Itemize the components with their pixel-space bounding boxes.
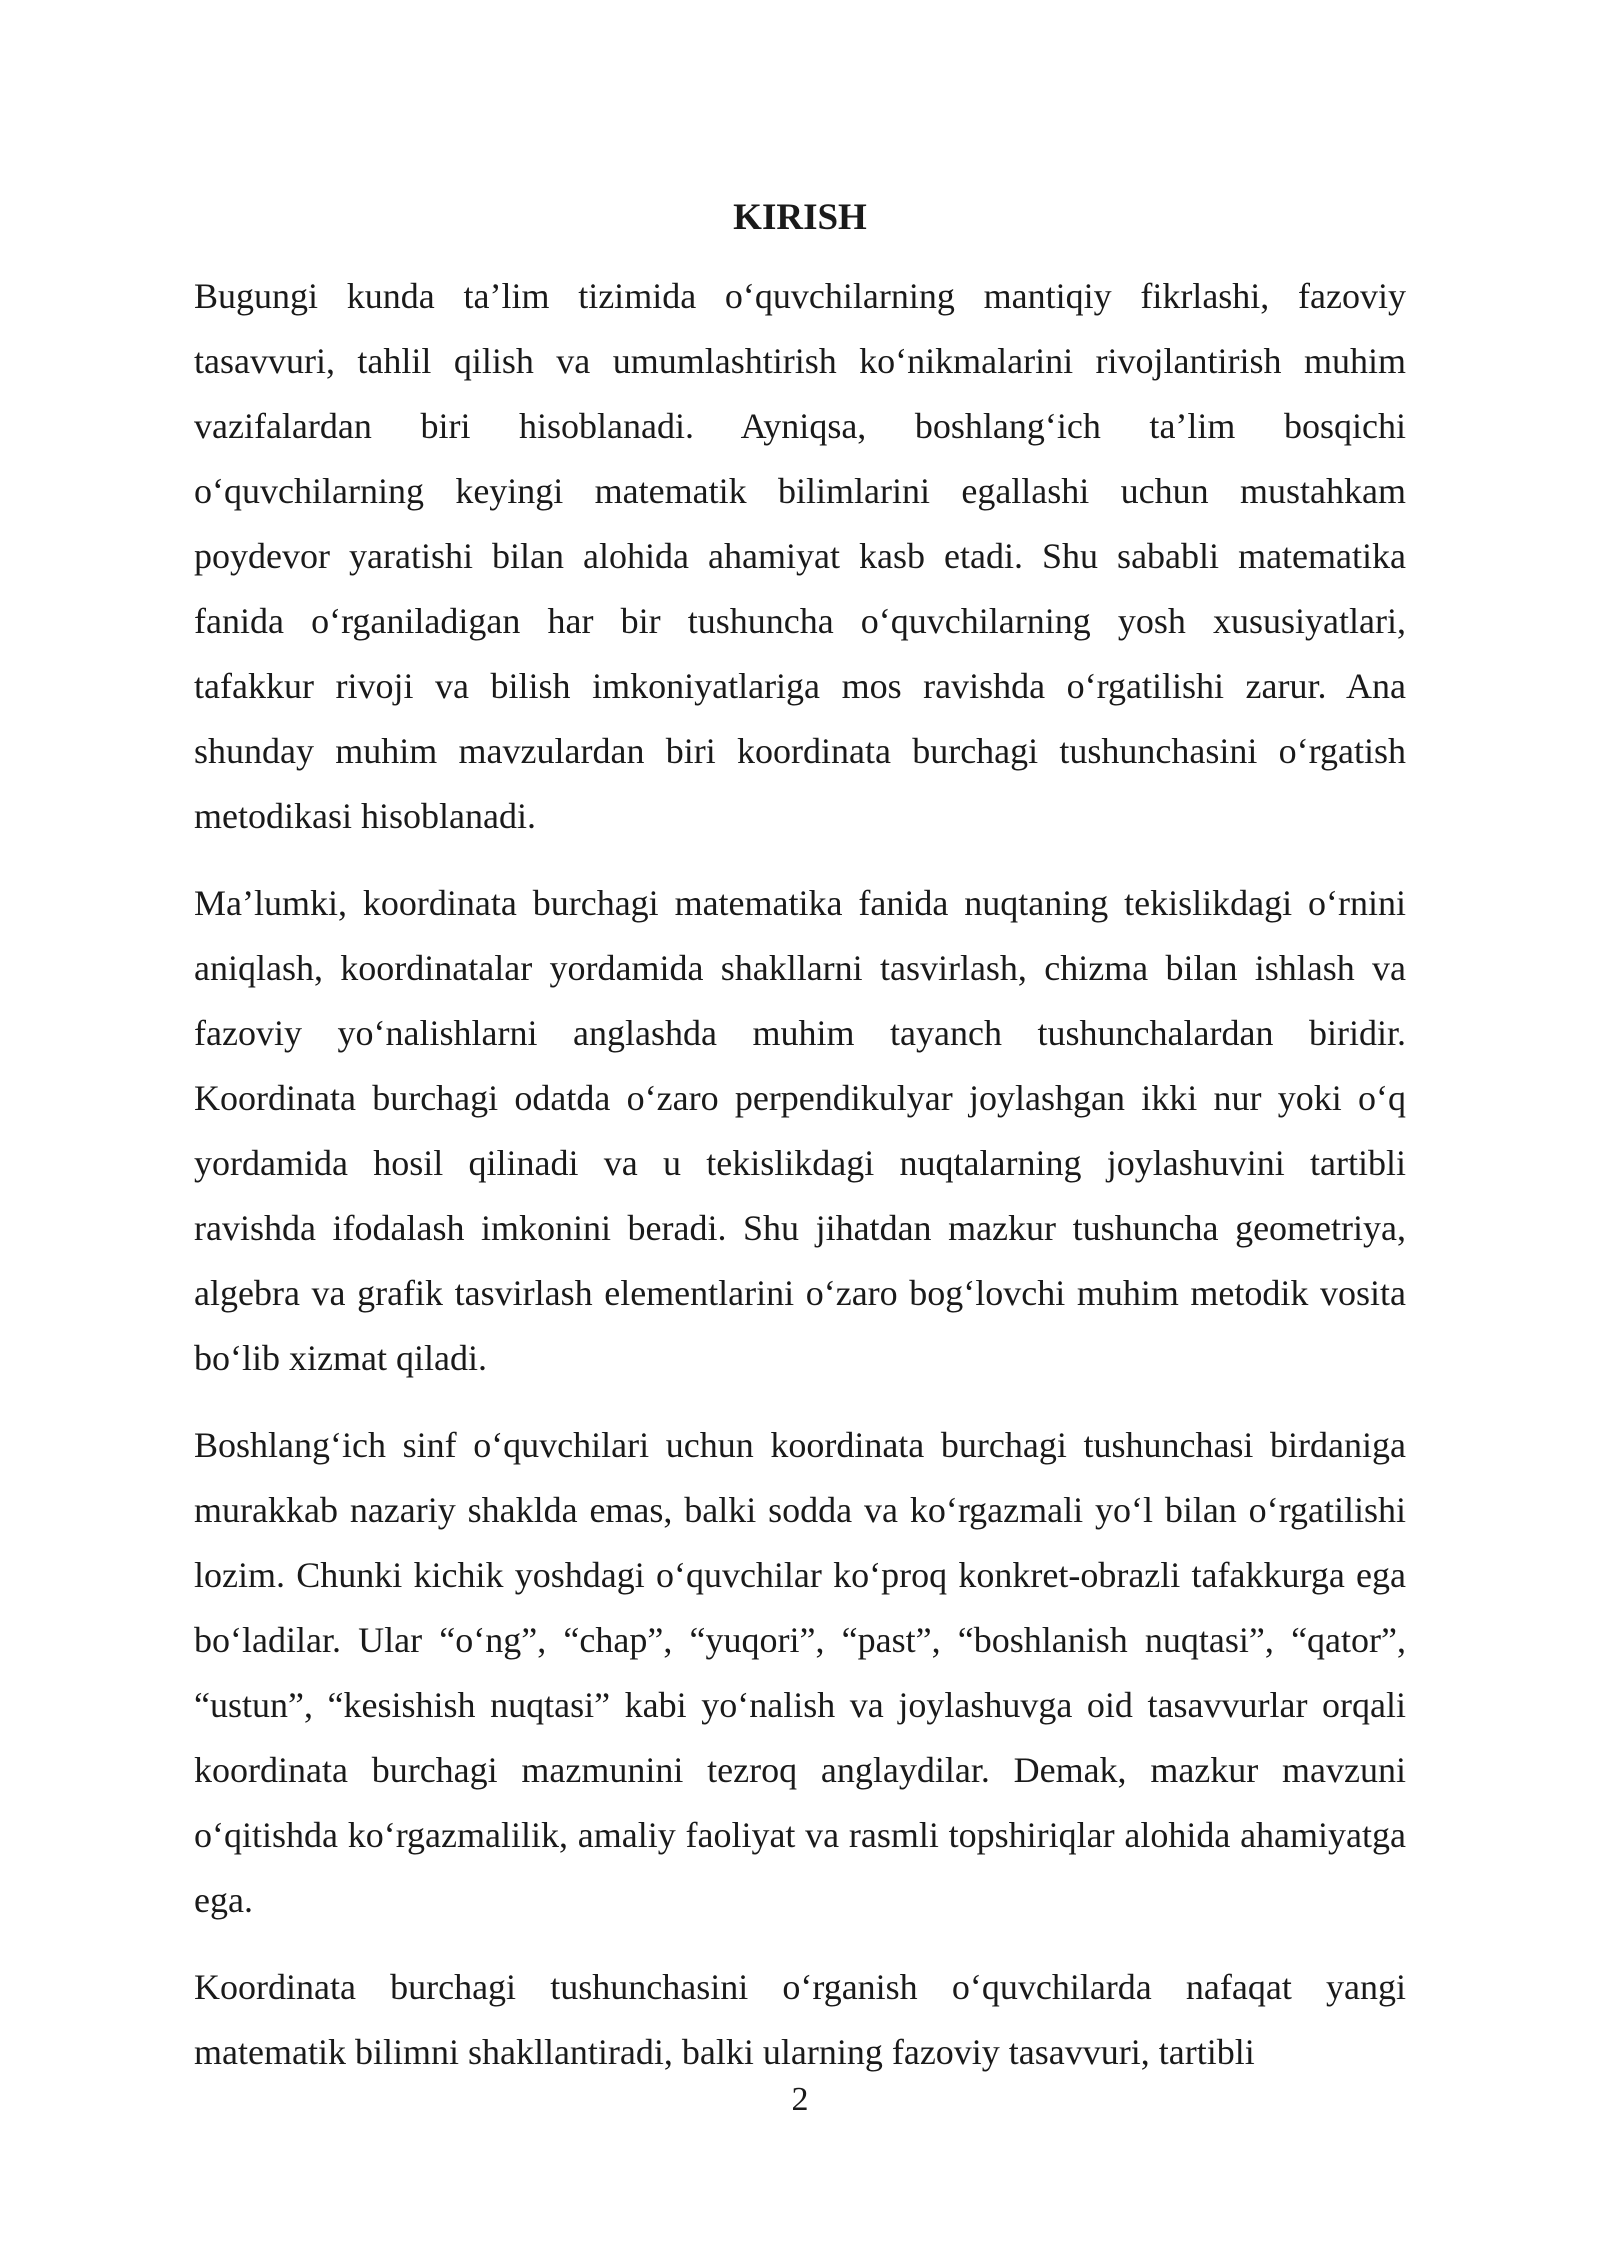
document-title: KIRISH	[733, 197, 867, 238]
paragraph-1: Bugungi kunda ta’lim tizimida o‘quvchilarning mantiqiy fikrlashi, fazoviy tasavvuri, tahlil qilish va umumlashtirish ko‘nikmalarini rivojlantirish muhim vazifalardan biri hisoblanadi. Ayniqsa, boshlang‘ich ta’lim bosqichi o‘quvchilarning keyingi matematik bilimlarini egallashi uchun mustahkam poydevor yaratishi bilan alohida ahamiyat kasb etadi. Shu sababli matematika fanida o‘rganiladigan har bir tushuncha o‘quvchilarning yosh xususiyatlari, tafakkur rivoji va bilish imkoniyatlariga mos ravishda o‘rgatilishi zarur. Ana shunday muhim mavzulardan biri koordinata burchagi tushunchasini o‘rgatish metodikasi hisoblanadi.	[194, 276, 1406, 836]
page-number: 2	[791, 2081, 809, 2118]
paragraph-3: Boshlang‘ich sinf o‘quvchilari uchun koordinata burchagi tushunchasi birdaniga murakkab nazariy shaklda emas, balki sodda va ko‘rgazmali yo‘l bilan o‘rgatilishi lozim. Chunki kichik yoshdagi o‘quvchilar ko‘proq konkret-obrazli tafakkurga ega bo‘ladilar. Ular “o‘ng”, “chap”, “yuqori”, “past”, “boshlanish nuqtasi”, “qator”, “ustun”, “kesishish nuqtasi” kabi yo‘nalish va joylashuvga oid tasavvurlar orqali koordinata burchagi mazmunini tezroq anglaydilar. Demak, mazkur mavzuni o‘qitishda ko‘rgazmalilik, amaliy faoliyat va rasmli topshiriqlar alohida ahamiyatga ega.	[194, 1425, 1406, 1920]
paragraph-2: Ma’lumki, koordinata burchagi matematika fanida nuqtaning tekislikdagi o‘rnini aniqlash, koordinatalar yordamida shakllarni tasvirlash, chizma bilan ishlash va fazoviy yo‘nalishlarni anglashda muhim tayanch tushunchalardan biridir. Koordinata burchagi odatda o‘zaro perpendikulyar joylashgan ikki nur yoki o‘q yordamida hosil qilinadi va u tekislikdagi nuqtalarning joylashuvini tartibli ravishda ifodalash imkonini beradi. Shu jihatdan mazkur tushuncha geometriya, algebra va grafik tasvirlash elementlarini o‘zaro bog‘lovchi muhim metodik vosita bo‘lib xizmat qiladi.	[194, 883, 1406, 1378]
paragraph-4: Koordinata burchagi tushunchasini o‘rganish o‘quvchilarda nafaqat yangi matematik bilimni shakllantiradi, balki ularning fazoviy tasavvuri, tartibli	[194, 1967, 1406, 2072]
document-body	[194, 264, 1406, 2107]
